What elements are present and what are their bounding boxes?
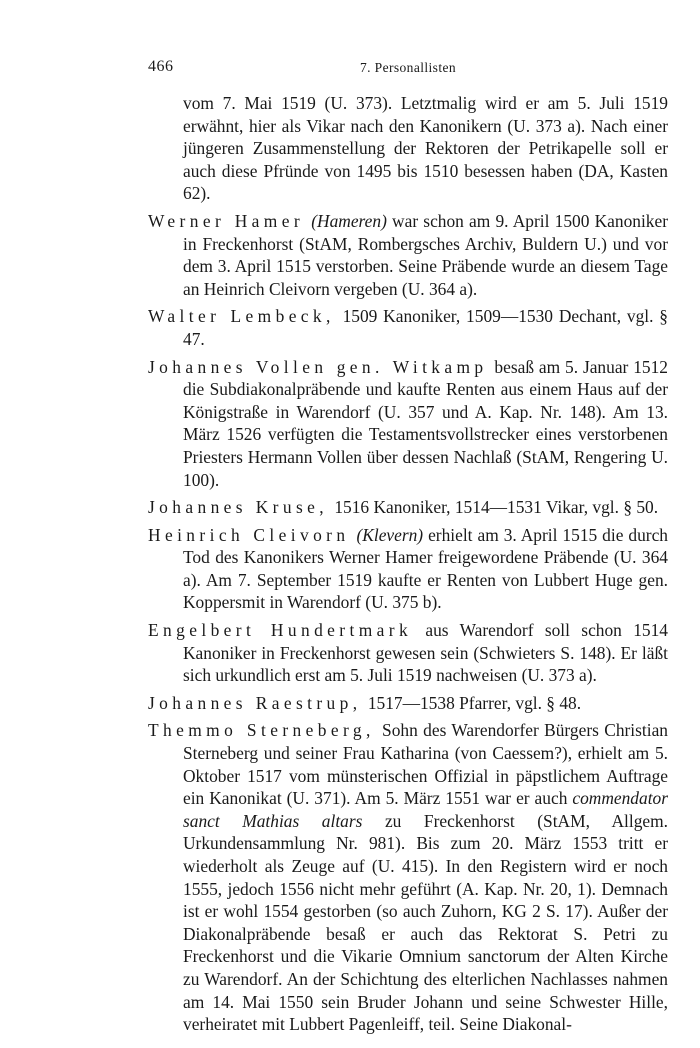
person-name: Engelbert Hundertmark [148, 620, 413, 641]
entry-text: vom 7. Mai 1519 (U. 373). Letztmalig wird er am 5. Juli 1519 erwähnt, hier als Vikar nach den Kanonikern (U. 373 a). Nach einer jüngeren Zusammenstellung der Rektoren der Petrikapelle soll er auch diese Pfründe von 1495 bis 1510 besessen haben (DA, Kasten 62). [183, 93, 668, 204]
running-head: 7. Personallisten [359, 60, 457, 75]
name-variant: (Hameren) [311, 210, 387, 231]
latin-phrase: commendator sanct Mathias altars [183, 788, 668, 831]
entry-themmo-sterneberg [148, 719, 668, 1035]
person-name: Themmo Sterneberg, [148, 720, 375, 741]
entry-continuation [148, 92, 668, 205]
entry-werner-hamer [148, 210, 668, 300]
entry-johannes-kruse [148, 496, 668, 519]
entry-text: 1517—1538 Pfarrer, vgl. § 48. [363, 692, 582, 713]
entry-heinrich-cleivorn [148, 524, 668, 614]
entry-engelbert-hundertmark [148, 619, 668, 687]
name-variant: (Klevern) [356, 524, 424, 545]
person-name: Heinrich Cleivorn [148, 524, 350, 545]
page-header [148, 58, 668, 82]
entry-text: besaß am 5. Januar 1512 die Subdiakonalpräbende und kaufte Renten aus einem Haus auf der Königstraße in Warendorf (U. 357 und A. Kap. Nr. 148). Am 13. März 1526 verfügten die Testamentsvollstrecker eines verstorbenen Priesters Hermann Vollen über dessen Nachlaß (StAM, Rengering U. 100). [183, 356, 668, 490]
entry-johannes-vollen [148, 356, 668, 492]
entry-text: Sohn des Warendorfer Bürgers Christian Sterneberg und seiner Frau Katharina (von Caessem?), erhielt am 5. Oktober 1517 vom münsterischen Offizial in päpstlichem Auftrage ein Kanonikat (U. 371). Am 5. März 1551 war er auch [183, 720, 668, 809]
entry-text: aus Warendorf soll schon 1514 Kanoniker in Freckenhorst gewesen sein (Schwieters S. 148). Er läßt sich urkundlich erst am 5. Juli 1519 nachweisen (U. 373 a). [183, 620, 668, 686]
entry-text: 1516 Kanoniker, 1514—1531 Vikar, vgl. § 50. [329, 497, 659, 518]
person-name: Walter Lembeck, [148, 306, 335, 327]
entry-walter-lembeck [148, 305, 668, 350]
entry-text-continued: zu Freckenhorst (StAM, Allgem. Urkundensammlung Nr. 981). Bis zum 20. März 1553 tritt er wiederholt als Zeuge auf (U. 415). In den Registern wird er noch 1555, jedoch 1556 nicht mehr geführt (A. Kap. Nr. 20, 1). Demnach ist er wohl 1554 gestorben (so auch Zuhorn, KG 2 S. 17). Außer der Diakonalpräbende besaß er auch das Rektorat S. Petri zu Freckenhorst und die Vikarie Omnium sanctorum der Alten Kirche zu Warendorf. An der Schichtung des elterlichen Nachlasses nahmen am 14. Mai 1550 sein Bruder Johann und seine Schwester Hille, verheiratet mit Lubbert Pagenleiff, teil. Seine Diakonal- [183, 810, 669, 1035]
entry-text: war schon am 9. April 1500 Kanoniker in Freckenhorst (StAM, Rombergsches Archiv, Buldern U.) und vor dem 3. April 1515 verstorben. Seine Präbende wurde an diesem Tage an Heinrich Cleivorn vergeben (U. 364 a). [183, 210, 668, 299]
page-number: 466 [148, 58, 174, 75]
page-body [148, 92, 668, 1041]
entry-text: erhielt am 3. April 1515 die durch Tod des Kanonikers Werner Hamer freigewordene Präbende (U. 364 a). Am 7. September 1519 kaufte er Renten von Lubbert Huge gen. Koppersmit in Warendorf (U. 375 b). [183, 524, 668, 613]
person-name: Johannes Kruse, [148, 497, 328, 518]
entry-text: 1509 Kanoniker, 1509—1530 Dechant, vgl. § 47. [183, 306, 668, 349]
entry-johannes-raestrup [148, 692, 668, 715]
person-name: Johannes Vollen gen. Witkamp [148, 356, 488, 377]
person-name: Werner Hamer [148, 210, 305, 231]
person-name: Johannes Raestrup, [148, 692, 362, 713]
